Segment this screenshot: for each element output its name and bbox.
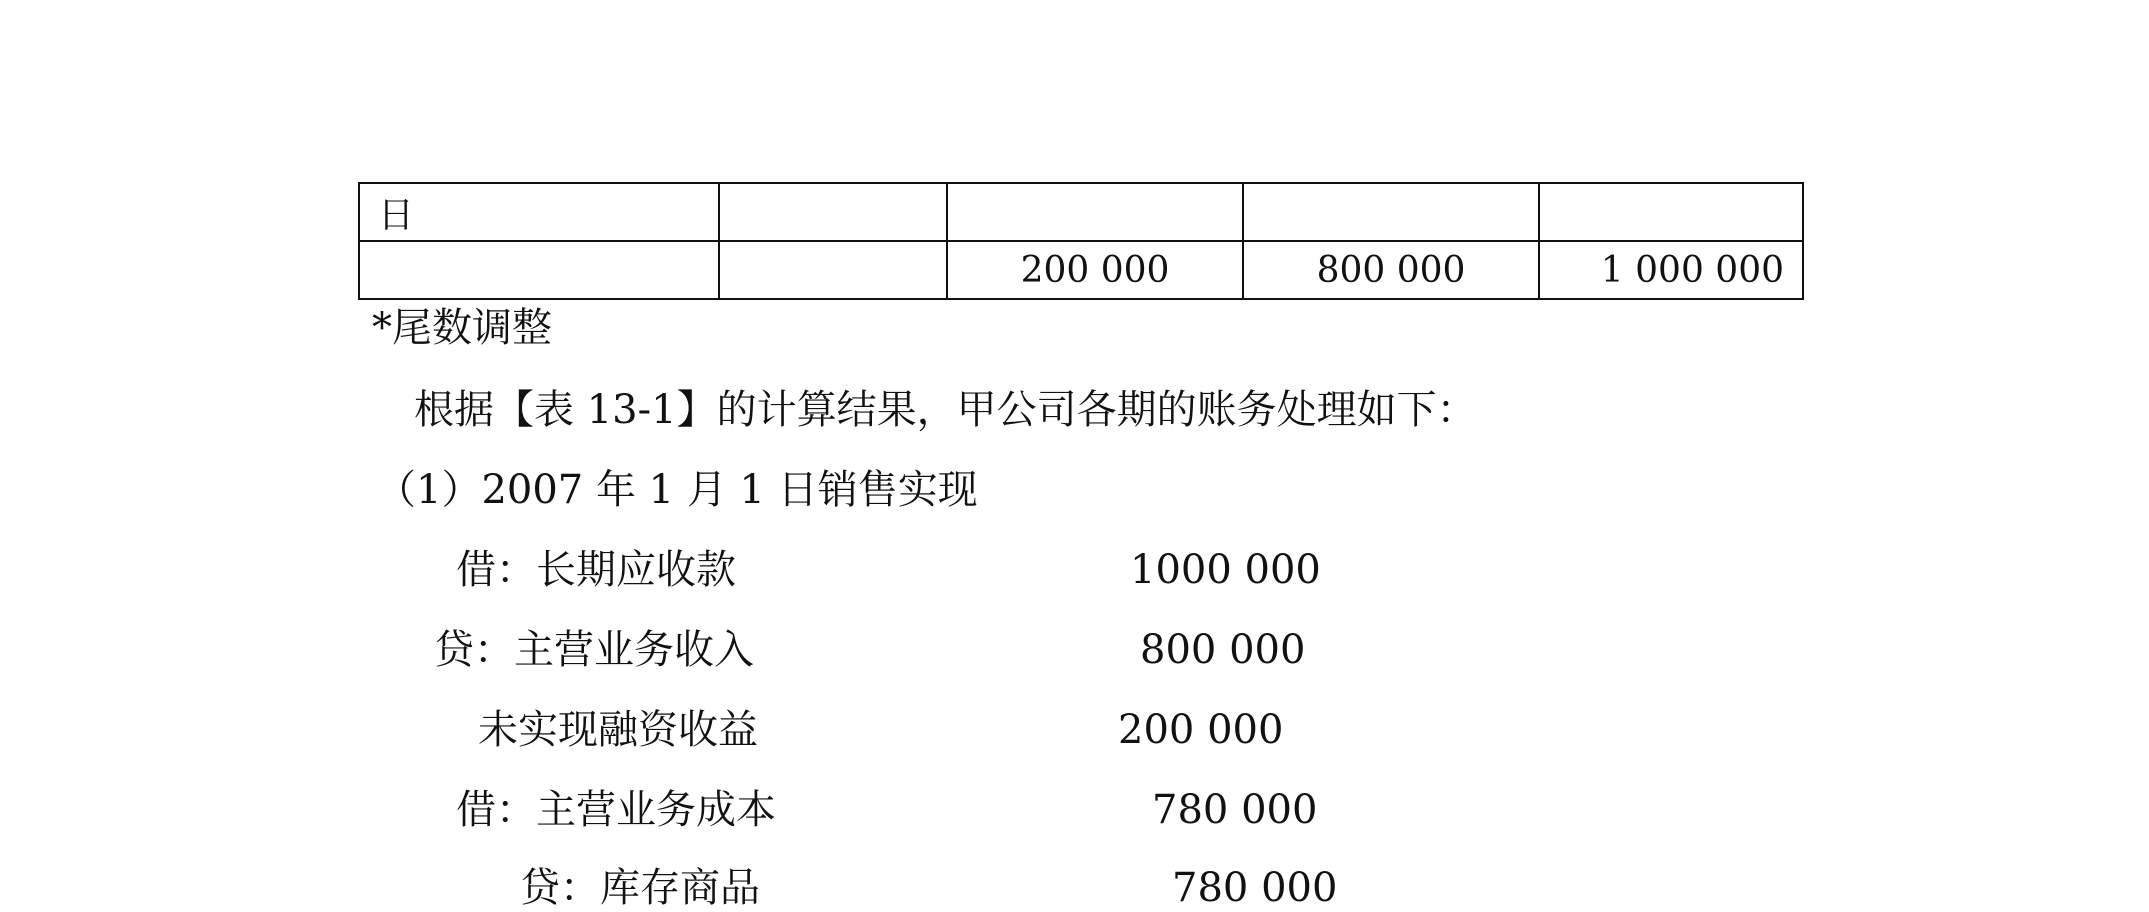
table-cell	[947, 183, 1243, 241]
table-cell: 日	[359, 183, 719, 241]
footnote: *尾数调整	[372, 305, 552, 351]
table-cell	[1243, 183, 1539, 241]
entry-amount: 200 000	[1118, 707, 1284, 753]
table-cell	[359, 241, 719, 299]
table-cell: 800 000	[1243, 241, 1539, 299]
entry-account: 贷：主营业务收入	[434, 627, 754, 673]
table-cell	[1539, 183, 1803, 241]
entry-amount: 1000 000	[1130, 547, 1321, 593]
table-cell: 1 000 000	[1539, 241, 1803, 299]
entry-amount: 780 000	[1172, 865, 1338, 911]
table-row	[359, 241, 1803, 299]
entry-amount: 780 000	[1152, 787, 1318, 833]
table-cell	[719, 241, 947, 299]
entry-account: 借：长期应收款	[456, 547, 736, 593]
table-row	[359, 183, 1803, 241]
entry-amount: 800 000	[1140, 627, 1306, 673]
table-cell	[719, 183, 947, 241]
installment-table	[358, 182, 1804, 300]
section-heading: （1）2007 年 1 月 1 日销售实现	[376, 467, 978, 513]
intro-paragraph: 根据【表 13-1】的计算结果，甲公司各期的账务处理如下：	[414, 387, 1477, 433]
table-cell: 200 000	[947, 241, 1243, 299]
entry-account: 贷：库存商品	[520, 865, 760, 911]
entry-account: 借：主营业务成本	[456, 787, 776, 833]
entry-account: 未实现融资收益	[478, 707, 758, 753]
